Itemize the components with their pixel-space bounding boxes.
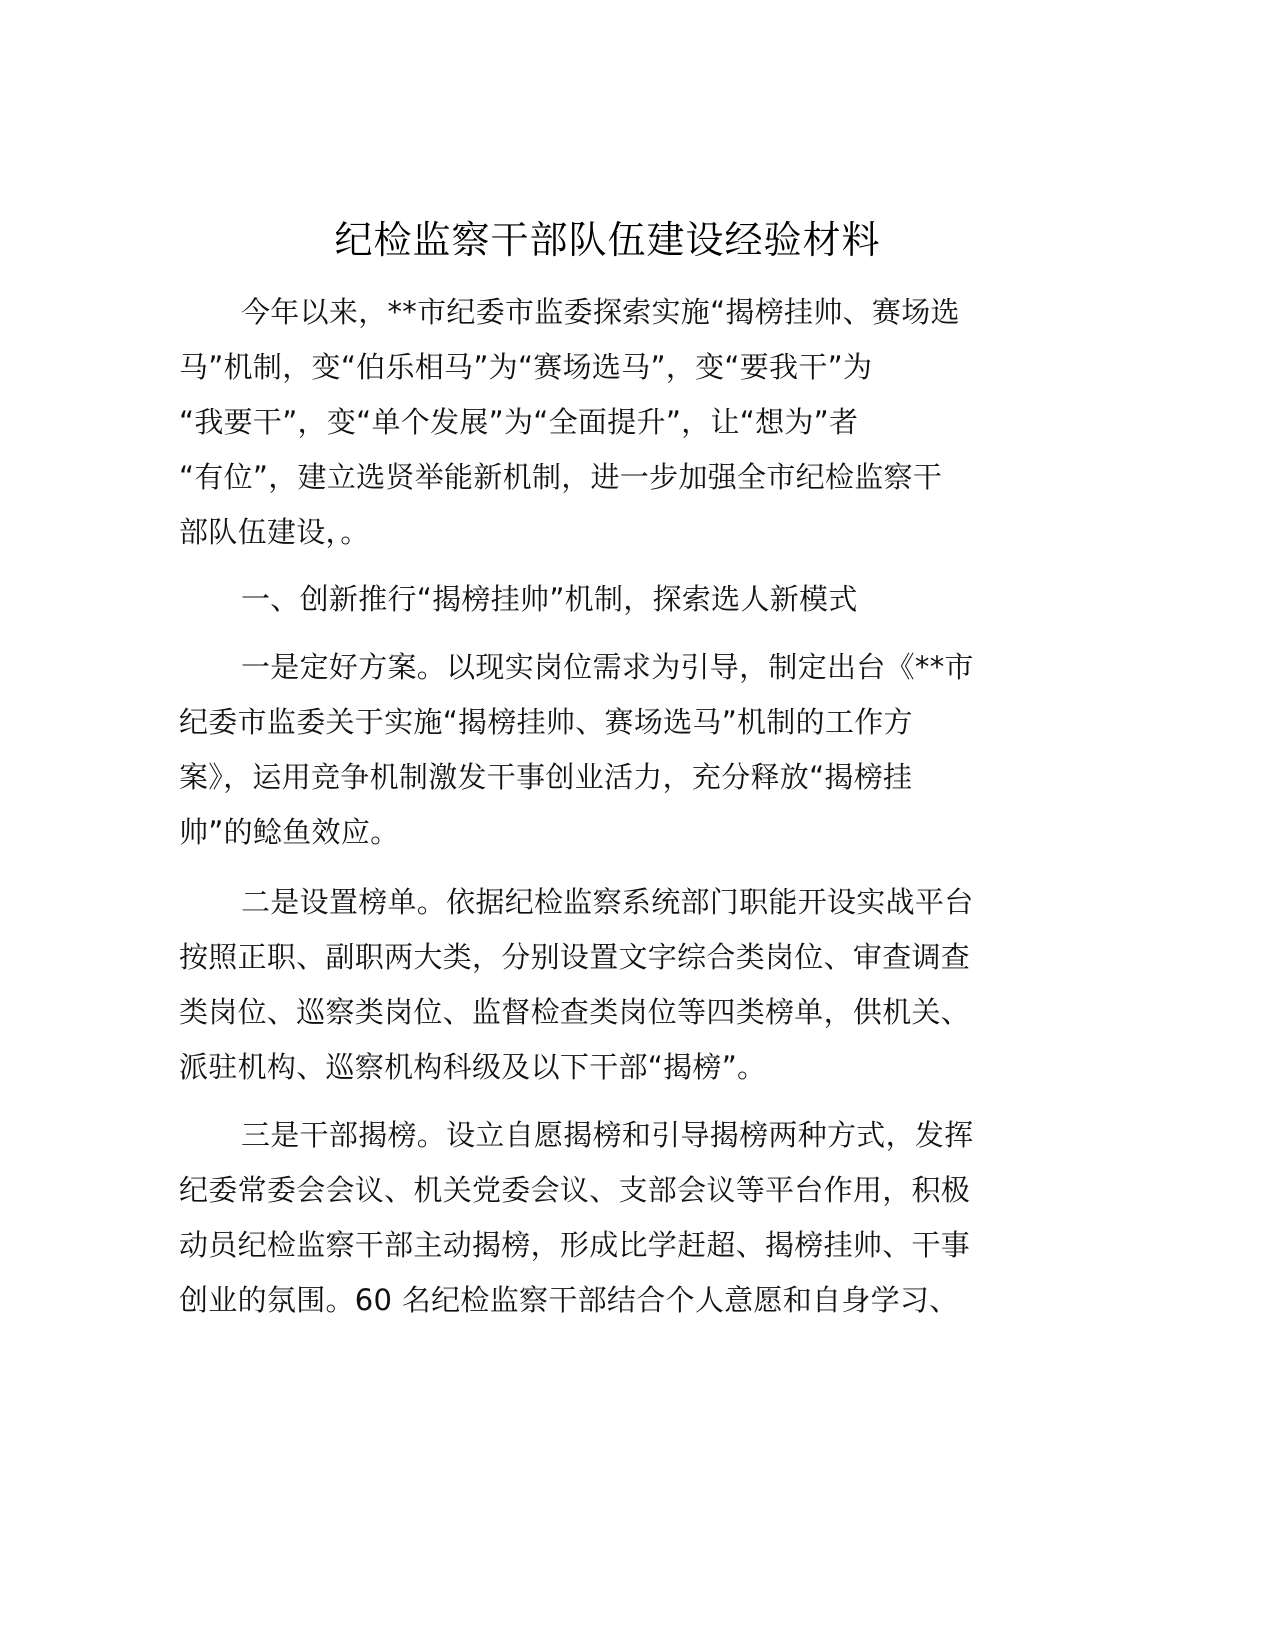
paragraph-line: 按照正职、副职两大类，分别设置文字综合类岗位、审查调查: [179, 940, 971, 974]
paragraph-line: 动员纪检监察干部主动揭榜，形成比学赶超、揭榜挂帅、干事: [179, 1228, 971, 1262]
paragraph-line: 案》，运用竞争机制激发干事创业活力，充分释放“揭榜挂: [179, 760, 913, 794]
paragraph-line: 类岗位、巡察类岗位、监督检查类岗位等四类榜单，供机关、: [179, 995, 971, 1029]
paragraph-line: “有位”，建立选贤举能新机制，进一步加强全市纪检监察干: [179, 460, 943, 494]
paragraph-line: 纪委市监委关于实施“揭榜挂帅、赛场选马”机制的工作方: [179, 705, 913, 739]
paragraph-line: 今年以来，**市纪委市监委探索实施“揭榜挂帅、赛场选: [241, 295, 960, 329]
paragraph-line: 部队伍建设，。: [179, 515, 370, 549]
paragraph-line: 三是干部揭榜。设立自愿揭榜和引导揭榜两种方式，发挥: [241, 1118, 974, 1152]
paragraph-line: “我要干”，变“单个发展”为“全面提升”，让“想为”者: [179, 405, 859, 439]
paragraph-line: 派驻机构、巡察机构科级及以下干部“揭榜”。: [179, 1050, 767, 1084]
section-heading: 一、创新推行“揭榜挂帅”机制，探索选人新模式: [241, 582, 858, 616]
paragraph-line: 二是设置榜单。依据纪检监察系统部门职能开设实战平台: [241, 885, 974, 919]
paragraph-line: 帅”的鲶鱼效应。: [179, 815, 400, 849]
document-title: 纪检监察干部队伍建设经验材料: [334, 218, 881, 262]
paragraph-line: 纪委常委会会议、机关党委会议、支部会议等平台作用，积极: [179, 1173, 971, 1207]
paragraph-line: 一是定好方案。以现实岗位需求为引导，制定出台《**市: [241, 650, 974, 684]
paragraph-line: 马”机制，变“伯乐相马”为“赛场选马”，变“要我干”为: [179, 350, 873, 384]
paragraph-line: 创业的氛围。60 名纪检监察干部结合个人意愿和自身学习、: [179, 1283, 959, 1317]
